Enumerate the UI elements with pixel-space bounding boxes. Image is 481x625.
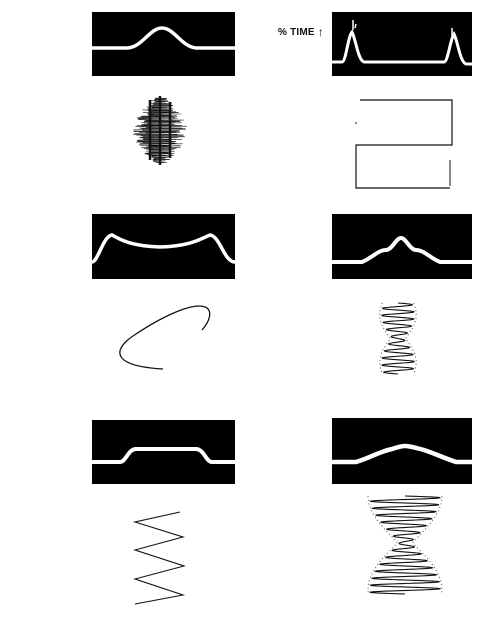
panel-a-noise-waveform	[133, 96, 187, 165]
up-arrow-icon: ↑	[317, 25, 324, 39]
panel-b-histogram	[332, 12, 472, 76]
panel-d-histogram	[332, 214, 472, 279]
panel-e-histogram	[92, 420, 235, 484]
panel-b-square-waveform	[356, 100, 452, 188]
panel-f-modulated-waveform	[368, 496, 442, 594]
panel-e-triangle-waveform	[135, 512, 184, 604]
panel-c-histogram	[92, 214, 235, 279]
panel-a-histogram	[92, 12, 235, 76]
panel-c-sine-waveform	[120, 306, 210, 369]
panel-d-modulated-waveform	[380, 303, 416, 374]
panel-f-histogram	[332, 418, 472, 484]
percent-time-axis-label: % TIME ↑	[278, 25, 324, 39]
